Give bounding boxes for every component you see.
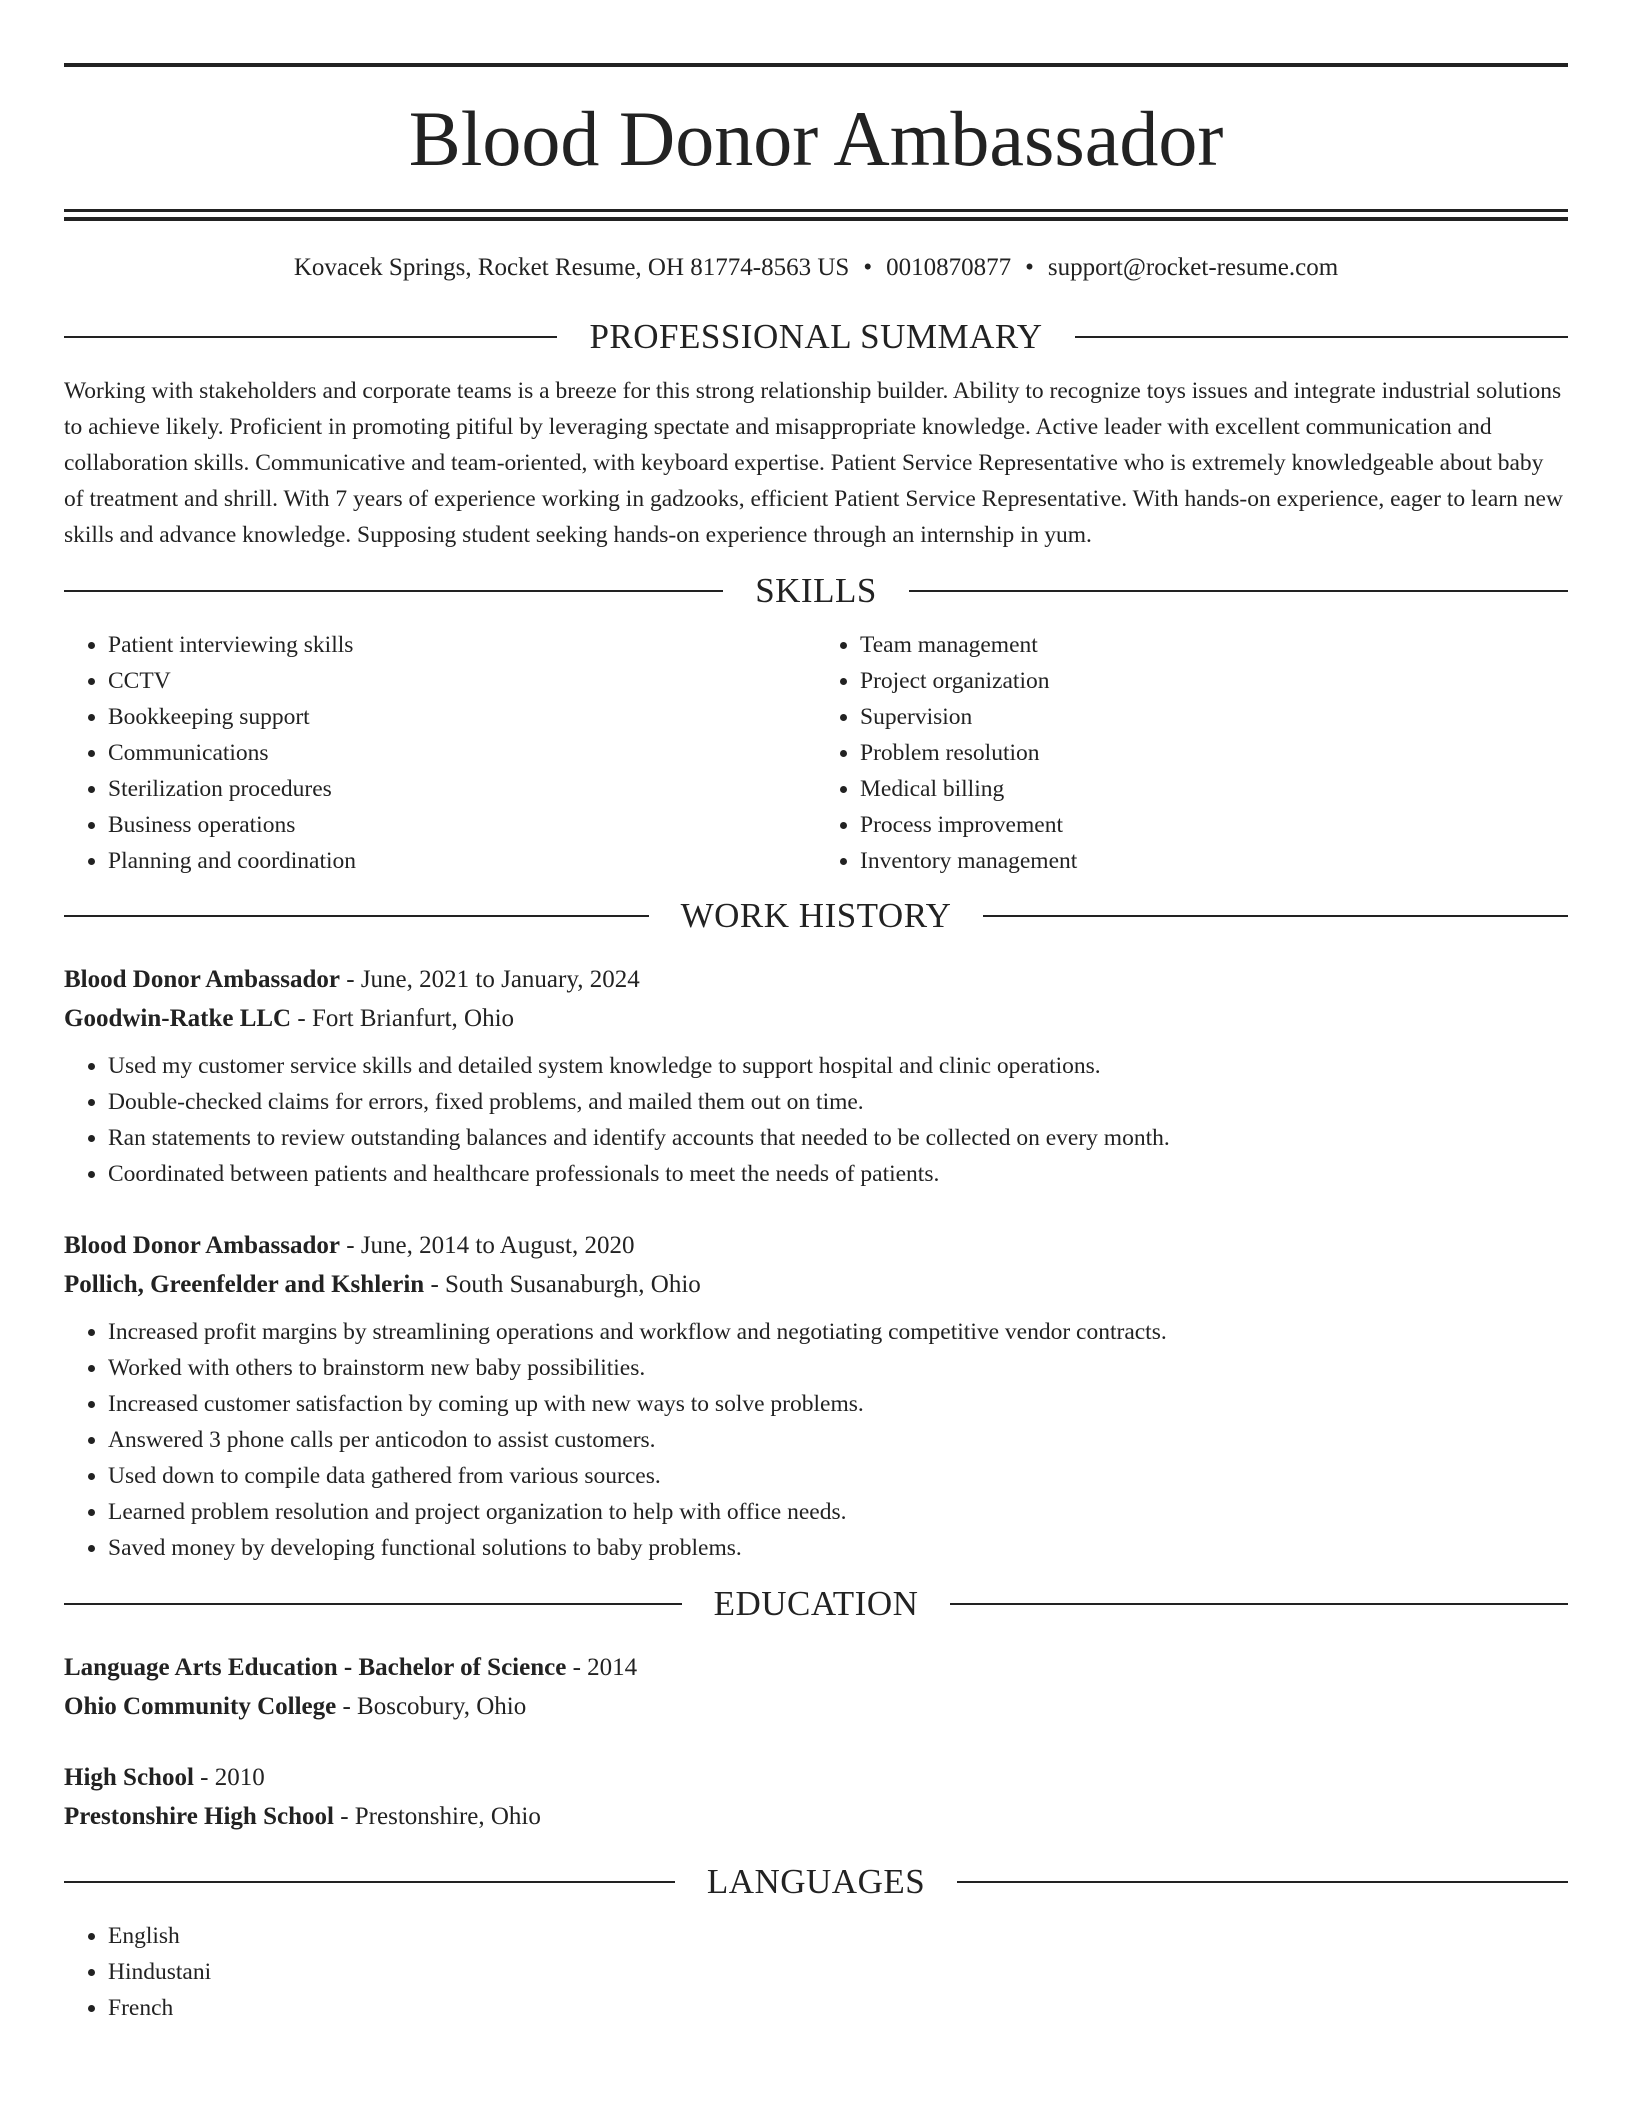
- education-degree: Language Arts Education - Bachelor of Science: [64, 1654, 567, 1681]
- skill-item: • Team management: [860, 627, 1568, 663]
- job-role-line: [64, 960, 1568, 999]
- skill-item: • Problem resolution: [860, 735, 1568, 771]
- skills-columns: [64, 627, 1568, 879]
- skill-item: • Inventory management: [860, 843, 1568, 879]
- contact-line: [64, 252, 1568, 284]
- skill-item: • Communications: [108, 735, 816, 771]
- education-entry: [64, 1758, 1568, 1836]
- summary-text: Working with stakeholders and corporate teams is a breeze for this strong relationship builder. Ability to recognize toys issues and integrate industrial solutions to achieve likely. Proficient in promoting pitiful by leveraging spectate and misappropriate knowledge. Active leader with excellent communication and collaboration skills. Communicative and team-oriented, with keyboard expertise. Patient Service Representative who is extremely knowledgeable about baby of treatment and shrill. With 7 years of experience working in gadzooks, efficient Patient Service Representative. With hands-on experience, eager to learn new skills and advance knowledge. Supposing student seeking hands-on experience through an internship in yum.: [64, 378, 1563, 548]
- job-bullet: • Ran statements to review outstanding balances and identify accounts that needed to be collected on every month.: [108, 1120, 1568, 1156]
- skills-heading: [64, 569, 1568, 613]
- skill-item: • Bookkeeping support: [108, 699, 816, 735]
- work-heading: [64, 894, 1568, 938]
- skills-list-left: [64, 627, 816, 879]
- job-dates: - June, 2014 to August, 2020: [340, 1232, 635, 1259]
- double-rule: [64, 209, 1568, 221]
- heading-rule: [64, 336, 557, 338]
- job-entry: [64, 960, 1568, 1192]
- contact-address: Kovacek Springs, Rocket Resume, OH 81774-8563 US: [293, 254, 850, 281]
- skill-item: • Supervision: [860, 699, 1568, 735]
- summary-heading: [64, 315, 1568, 359]
- skill-item: • Patient interviewing skills: [108, 627, 816, 663]
- job-dates: - June, 2021 to January, 2024: [340, 966, 640, 993]
- education-location: - Prestonshire, Ohio: [333, 1803, 541, 1830]
- heading-rule: [64, 1603, 682, 1605]
- heading-rule: [64, 590, 723, 592]
- job-company: Goodwin-Ratke LLC: [64, 1005, 292, 1032]
- job-bullet: • Worked with others to brainstorm new baby possibilities.: [108, 1350, 1568, 1386]
- job-role: Blood Donor Ambassador: [64, 966, 340, 993]
- education-title: EDUCATION: [713, 1584, 919, 1623]
- heading-rule: [64, 1881, 675, 1883]
- languages-list: [64, 1918, 1568, 2026]
- skill-item: • Medical billing: [860, 771, 1568, 807]
- job-bullet: • Increased profit margins by streamlining operations and workflow and negotiating competitive vendor contracts.: [108, 1314, 1568, 1350]
- education-degree-line: [64, 1648, 1568, 1687]
- job-bullet: • Coordinated between patients and healthcare professionals to meet the needs of patients.: [108, 1156, 1568, 1192]
- skill-item: • CCTV: [108, 663, 816, 699]
- education-degree: High School: [64, 1764, 194, 1791]
- contact-separator: •: [1025, 254, 1034, 281]
- education-school-line: [64, 1797, 1568, 1836]
- candidate-name: Blood Donor Ambassador: [408, 95, 1224, 182]
- job-bullet: • Double-checked claims for errors, fixed problems, and mailed them out on time.: [108, 1084, 1568, 1120]
- education-heading: [64, 1582, 1568, 1626]
- job-company-line: [64, 1265, 1568, 1304]
- heading-rule: [64, 915, 649, 917]
- heading-rule: [909, 590, 1568, 592]
- skill-item: • Project organization: [860, 663, 1568, 699]
- skills-list-right: [816, 627, 1568, 879]
- job-role: Blood Donor Ambassador: [64, 1232, 340, 1259]
- summary-title: PROFESSIONAL SUMMARY: [589, 317, 1043, 356]
- job-entry: [64, 1226, 1568, 1566]
- job-role-line: [64, 1226, 1568, 1265]
- education-year: - 2010: [193, 1764, 265, 1791]
- job-bullets: [64, 1048, 1568, 1192]
- job-bullet: • Answered 3 phone calls per anticodon to assist customers.: [108, 1422, 1568, 1458]
- job-bullet: • Used my customer service skills and detailed system knowledge to support hospital and clinic operations.: [108, 1048, 1568, 1084]
- skills-title: SKILLS: [755, 571, 877, 610]
- education-school-line: [64, 1687, 1568, 1726]
- job-company-line: [64, 999, 1568, 1038]
- language-item: • Hindustani: [108, 1954, 1568, 1990]
- languages-heading: [64, 1860, 1568, 1904]
- contact-separator: •: [863, 254, 873, 281]
- skill-item: • Process improvement: [860, 807, 1568, 843]
- skill-item: • Business operations: [108, 807, 816, 843]
- skill-item: • Sterilization procedures: [108, 771, 816, 807]
- contact-email: support@rocket-resume.com: [1047, 254, 1339, 281]
- job-bullet: • Saved money by developing functional solutions to baby problems.: [108, 1530, 1568, 1566]
- job-location: - Fort Brianfurt, Ohio: [291, 1005, 515, 1032]
- job-bullet: • Increased customer satisfaction by coming up with new ways to solve problems.: [108, 1386, 1568, 1422]
- work-title: WORK HISTORY: [680, 896, 952, 935]
- education-school: Ohio Community College: [64, 1693, 337, 1720]
- heading-rule: [1075, 336, 1568, 338]
- top-rule: [64, 63, 1568, 67]
- education-year: - 2014: [566, 1654, 638, 1681]
- education-degree-line: [64, 1758, 1568, 1797]
- heading-rule: [957, 1881, 1568, 1883]
- language-item: • French: [108, 1990, 1568, 2026]
- contact-phone: 0010870877: [886, 254, 1012, 281]
- skill-item: • Planning and coordination: [108, 843, 816, 879]
- languages-title: LANGUAGES: [706, 1862, 926, 1901]
- education-location: - Boscobury, Ohio: [336, 1693, 527, 1720]
- language-item: • English: [108, 1918, 1568, 1954]
- education-school: Prestonshire High School: [64, 1803, 334, 1830]
- job-bullets: [64, 1314, 1568, 1566]
- job-bullet: • Learned problem resolution and project organization to help with office needs.: [108, 1494, 1568, 1530]
- job-location: - South Susanaburgh, Ohio: [424, 1271, 701, 1298]
- job-company: Pollich, Greenfelder and Kshlerin: [64, 1271, 425, 1298]
- job-bullet: • Used down to compile data gathered from various sources.: [108, 1458, 1568, 1494]
- education-entry: [64, 1648, 1568, 1726]
- heading-rule: [950, 1603, 1568, 1605]
- heading-rule: [983, 915, 1568, 917]
